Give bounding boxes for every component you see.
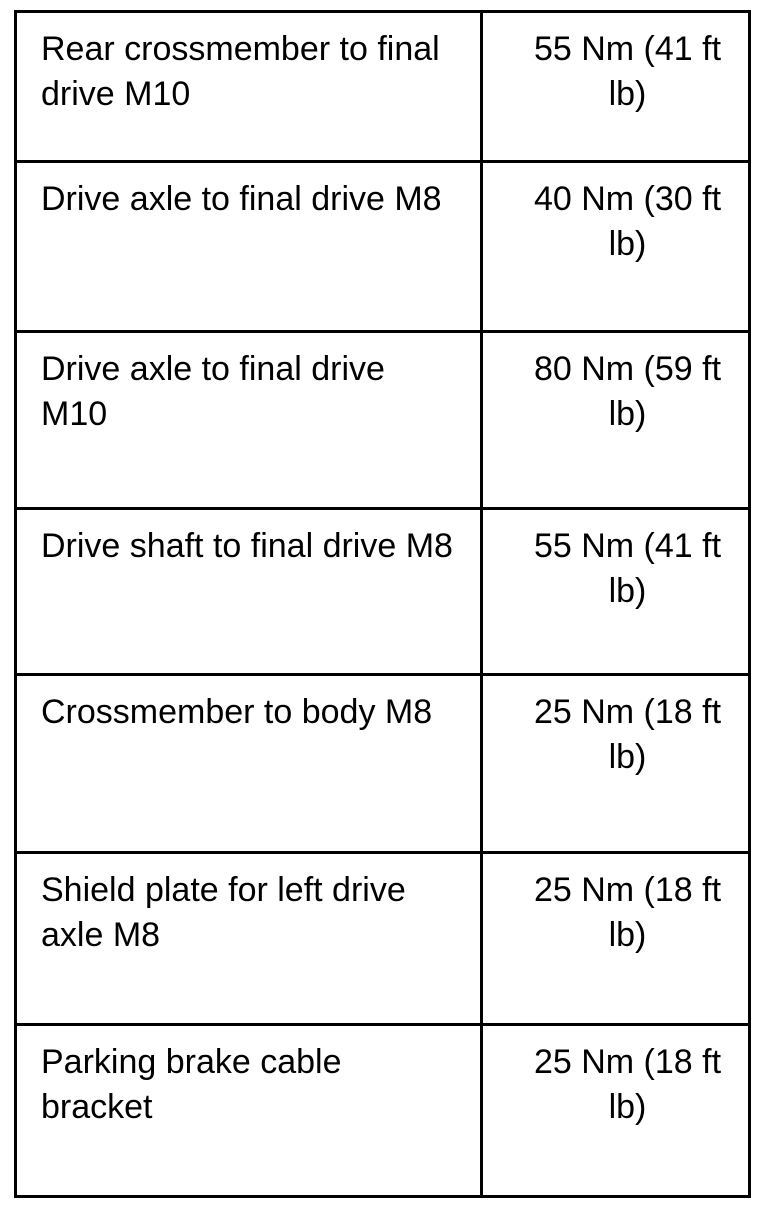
torque-cell: 55 Nm (41 ft lb) [482,12,750,162]
torque-spec-table [14,10,751,1198]
torque-cell: 25 Nm (18 ft lb) [482,1025,750,1197]
table-row [16,12,750,162]
torque-cell: 55 Nm (41 ft lb) [482,509,750,675]
component-cell: Shield plate for left drive axle M8 [16,853,482,1025]
component-cell: Rear crossmember to final drive M10 [16,12,482,162]
torque-cell: 25 Nm (18 ft lb) [482,853,750,1025]
component-cell: Drive axle to final drive M10 [16,332,482,509]
component-cell: Parking brake cable bracket [16,1025,482,1197]
table-row [16,675,750,853]
table-row [16,162,750,332]
table-row [16,853,750,1025]
component-cell: Drive shaft to final drive M8 [16,509,482,675]
component-cell: Drive axle to final drive M8 [16,162,482,332]
table-row [16,332,750,509]
torque-cell: 40 Nm (30 ft lb) [482,162,750,332]
torque-cell: 80 Nm (59 ft lb) [482,332,750,509]
table-row [16,1025,750,1197]
torque-cell: 25 Nm (18 ft lb) [482,675,750,853]
component-cell: Crossmember to body M8 [16,675,482,853]
table-row [16,509,750,675]
